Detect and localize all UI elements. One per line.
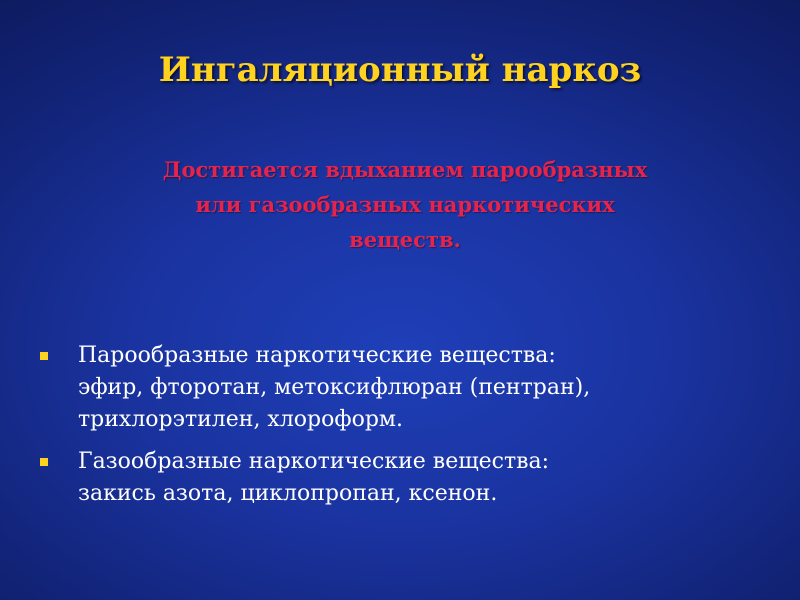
bullet-list (40, 340, 760, 520)
bullet-text-line: трихлорэтилен, хлороформ. (78, 407, 404, 432)
slide-subtitle (80, 152, 730, 257)
subtitle-line: или газообразных наркотических (195, 192, 615, 217)
subtitle-line: веществ. (349, 227, 461, 252)
square-bullet-icon (40, 352, 48, 360)
bullet-text-line: эфир, фторотан, метоксифлюран (пентран), (78, 375, 591, 400)
subtitle-line: Достигается вдыханием парообразных (162, 157, 648, 182)
square-bullet-icon (40, 458, 48, 466)
bullet-text-line: Парообразные наркотические вещества: (78, 343, 556, 368)
slide-title: Ингаляционный наркоз (158, 50, 642, 90)
bullet-item-vapor (40, 340, 760, 436)
bullet-item-gas (40, 446, 760, 510)
bullet-text-line: закись азота, циклопропан, ксенон. (78, 481, 498, 506)
bullet-text-line: Газообразные наркотические вещества: (78, 449, 550, 474)
